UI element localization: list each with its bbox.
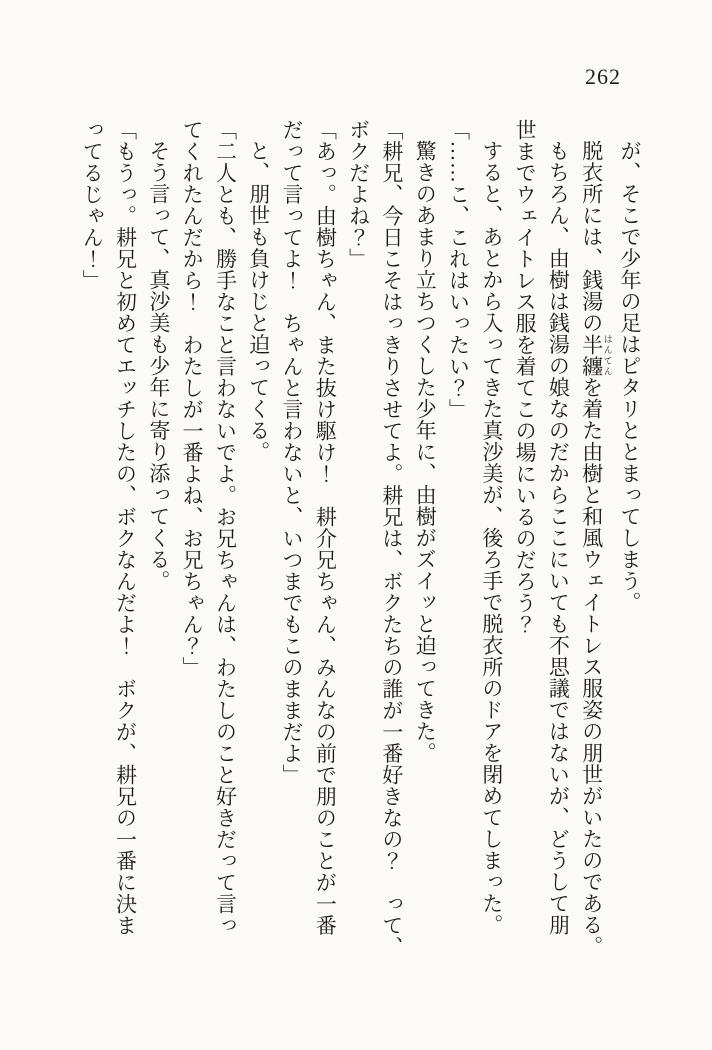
text-column: 驚きのあまり立ちつくした少年に、由樹がズイッと迫ってきた。 [413, 140, 438, 764]
text-column: 脱衣所には、銭湯の半纏 はんてんを着た由樹と和風ウェイトレス服姿の朋世がいたのである。 [579, 140, 613, 957]
text-column: もちろん、由樹は銭湯の娘なのだからここにいても不思議ではないが、どうして朋 [546, 140, 571, 936]
text-column: 「あっ。由樹ちゃん、また抜け駆け！ 耕介兄ちゃん、みんなの前で朋のことが一番 [313, 119, 338, 936]
text-column: だって言ってよ！ ちゃんと言わないと、いつまでもこのままだよ」 [280, 119, 305, 786]
text-column: 「もうっ。耕兄と初めてエッチしたの、ボクなんだよ！ ボクが、耕兄の一番に決ま [113, 119, 138, 936]
text-column: 「耕兄、今日こそはっきりさせてよ。耕兄は、ボクたちの誰が一番好きなの？ って、 [379, 119, 404, 958]
text-column: 「二人とも、勝手なこと言わないでよ。お兄ちゃんは、わたしのこと好きだって言っ [213, 119, 238, 936]
text-column: ボクだよね？」 [346, 119, 371, 270]
text-column: てくれたんだから！ わたしが一番よね、お兄ちゃん？」 [180, 119, 205, 678]
text-column: 「……こ、これはいったい？」 [446, 119, 471, 420]
text-column: 世までウェイトレス服を着てこの場にいるのだろう？ [513, 119, 538, 635]
text-column: すると、あとから入ってきた真沙美が、後ろ手で脱衣所のドアを閉めてしまった。 [479, 140, 504, 936]
page-number: 262 [585, 64, 621, 89]
text-column: と、朋世も負けじと迫ってくる。 [246, 140, 271, 463]
text-column: そう言って、真沙美も少年に寄り添ってくる。 [146, 140, 171, 592]
furigana-ruby: 半纏 はんてん [579, 333, 613, 377]
text-column: ってるじゃん！」 [80, 119, 105, 291]
vertical-text-body [75, 119, 646, 977]
text-column: が、そこで少年の足はピタリととまってしまう。 [618, 140, 642, 613]
